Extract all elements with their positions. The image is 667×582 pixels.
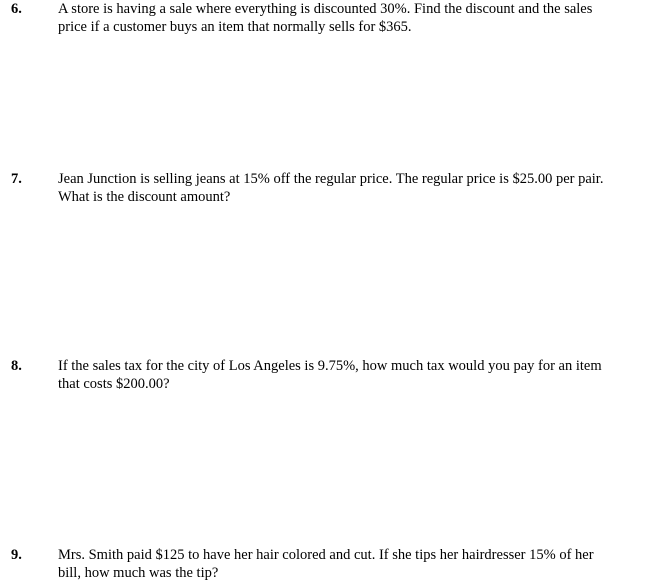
problem-number: 9. — [11, 547, 22, 563]
problem-text-line: A store is having a sale where everything is discounted 30%. Find the discount and the sales — [58, 1, 593, 17]
problem-text-line: that costs $200.00? — [58, 376, 170, 392]
problem-text-line: If the sales tax for the city of Los Angeles is 9.75%, how much tax would you pay for an item — [58, 358, 602, 374]
problem-text — [58, 170, 654, 206]
problem-text-line: What is the discount amount? — [58, 189, 231, 205]
problem-text-line: bill, how much was the tip? — [58, 565, 219, 581]
problem-text-line: price if a customer buys an item that normally sells for $365. — [58, 19, 412, 35]
problem-number: 6. — [11, 1, 22, 17]
problem-text — [58, 357, 654, 393]
problem-number: 8. — [11, 358, 22, 374]
problem-text-line: Mrs. Smith paid $125 to have her hair colored and cut. If she tips her hairdresser 15% of her — [58, 547, 594, 563]
problem-text — [58, 0, 654, 36]
problem-number: 7. — [11, 171, 22, 187]
problem-text-line: Jean Junction is selling jeans at 15% off the regular price. The regular price is $25.00 per pair. — [58, 171, 604, 187]
